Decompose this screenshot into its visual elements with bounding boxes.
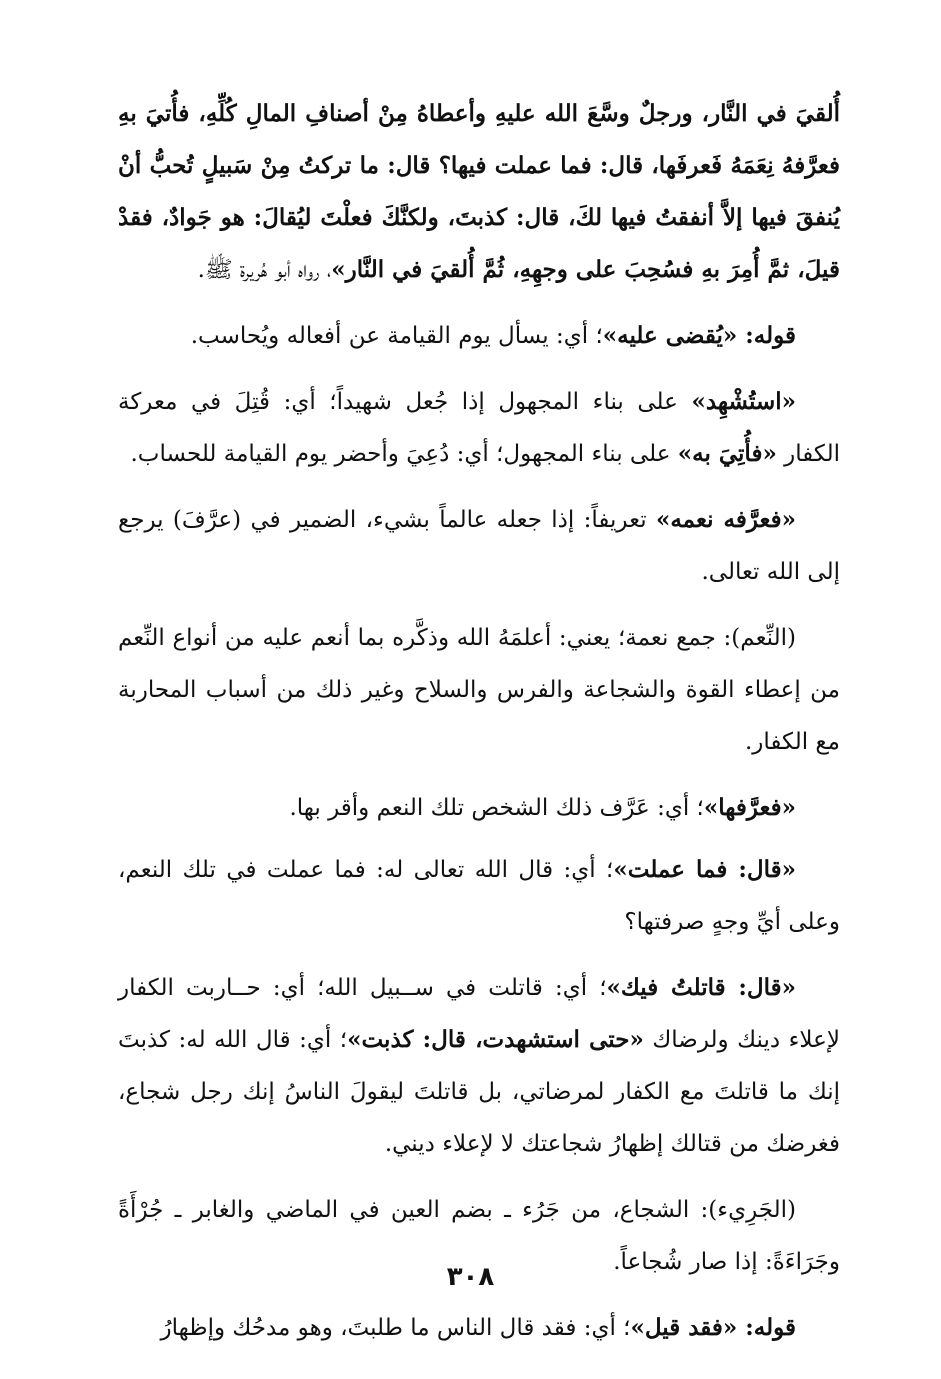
paragraph-ustushhid [118,376,840,480]
term-yuqda-alayhi: قوله: «يُقضى عليه» [602,322,796,349]
explanation-farrafahu-niamahu: تعريفاً: إذا جعله عالماً بشيء، الضمير في (عرَّفَ) يرجع إلى الله تعالى. [118,507,840,585]
paragraph-faarafaha [118,782,840,834]
explanation-fauti-bihi: على بناء المجهول؛ أي: دُعِيَ وأحضر يوم القيامة للحساب. [130,441,678,467]
paragraph-faqad-qila [118,1302,840,1354]
page-body [118,88,840,1368]
hadith-narrator: ، رواه أبو هُريرة ﷺ. [197,257,332,283]
page-number: ٣٠٨ [446,1262,495,1292]
explanation-al-niam: (النِّعم): جمع نعمة؛ يعني: أعلمَهُ الله وذكَّره بما أنعم عليه من أنواع النِّعم من إعطاء القوة والشجاعة والفرس والسلاح وغير ذلك من أسباب المحاربة مع الكفار. [118,625,840,755]
explanation-qala-qataltu-fika: ؛ أي: قاتلت في ســبيل الله؛ أي: حــاربت الكفار لإعلاء دينك ولرضاك [118,975,840,1053]
term-faarafaha: «فعرَّفها» [703,794,796,821]
explanation-hatta-istashhadt: ؛ أي: قال الله له: كذبتَ إنك ما قاتلتَ مع الكفار لمرضاتي، بل قاتلتَ ليقولَ الناسُ إنك رجل شجاع، فغرضك من قتالك إظهارُ شجاعتك لا لإعلاء ديني. [118,1027,840,1157]
term-fauti-bihi: «فأُتِيَ به» [677,440,777,467]
explanation-faarafaha: ؛ أي: عَرَّف ذلك الشخص تلك النعم وأقر بها. [289,795,704,821]
term-hatta-istashhadt: «حتى استشهدت، قال: كذبت» [347,1026,644,1053]
term-qala-qataltu-fika: «قال: قاتلتُ فيك» [606,974,797,1001]
paragraph-qala-fama-amilta [118,844,840,948]
explanation-ustushhid: على بناء المجهول إذا جُعل شهيداً؛ أي: قُتِلَ في معركة الكفار [118,389,840,467]
term-ustushhid: «استُشْهِد» [691,388,796,415]
term-faqad-qila: قوله: «فقد قيل» [630,1314,796,1341]
paragraph-hadith-continuation [118,88,840,296]
explanation-qala-fama-amilta: ؛ أي: قال الله تعالى له: فما عملت في تلك النعم، وعلى أيِّ وجهٍ صرفتها؟ [118,857,840,935]
paragraph-qala-qataltu-fika [118,962,840,1170]
explanation-yuqda-alayhi: ؛ أي: يسأل يوم القيامة عن أفعاله ويُحاسب. [190,323,603,349]
paragraph-yuqda-alayhi [118,310,840,362]
term-qala-fama-amilta: «قال: فما عملت» [613,856,796,883]
explanation-faqad-qila: ؛ أي: فقد قال الناس ما طلبتَ، وهو مدحُك وإظهارُ [160,1315,631,1341]
paragraph-al-niam [118,612,840,768]
paragraph-farrafahu-niamahu [118,494,840,598]
explanation-al-jari: (الجَرِيء): الشجاع، من جَرُء ـ بضم العين في الماضي والغابر ـ جُرْأَةً وجَرَاءَةً: إذا صار شُجاعاً. [118,1197,840,1275]
term-farrafahu-niamahu: «فعرَّفه نعمه» [655,506,796,533]
hadith-text: أُلقيَ في النَّار، ورجلٌ وسَّعَ الله عليهِ وأعطاهُ مِنْ أصنافِ المالِ كُلِّهِ، فأُتيَ بهِ فعرَّفهُ نِعَمَهُ فَعرفَها، قال: فما عملت فيها؟ قال: ما تركتُ مِنْ سَبيلٍ تُحبُّ أنْ يُنفقَ فيها إلاَّ أنفقتُ فيها لكَ، قال: كذبتَ، ولكنَّكَ فعلْتَ ليُقالَ: هو جَوادٌ، فقدْ قيلَ، ثمَّ أُمِرَ بهِ فسُحِبَ على وجهِهِ، ثُمَّ أُلقيَ في النَّار» [118,100,840,283]
